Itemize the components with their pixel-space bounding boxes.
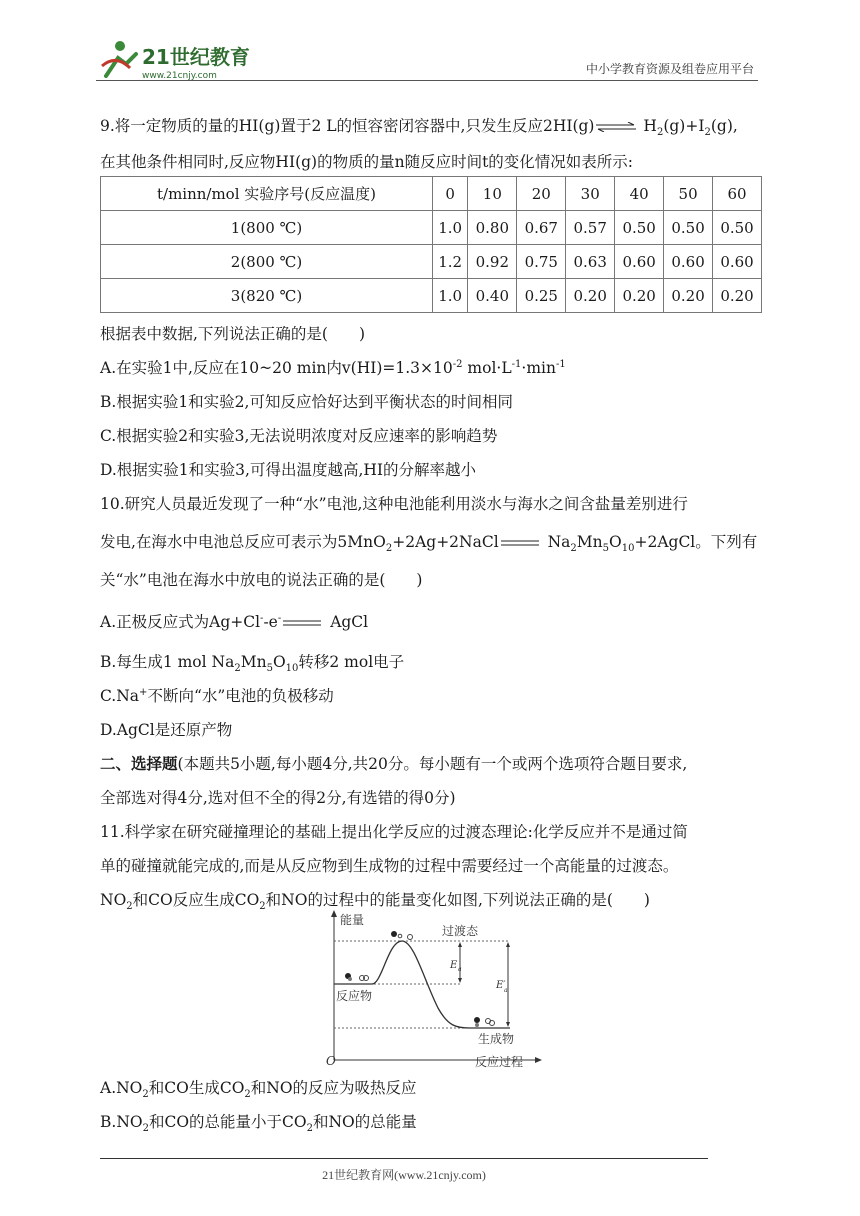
table-cell: 0.50: [664, 211, 713, 245]
table-cell: 0.50: [713, 211, 762, 245]
table-cell: 0.20: [615, 279, 664, 313]
table-cell: 0.80: [468, 211, 517, 245]
q11-option-a: $A.NO_2$和CO生成$CO_2$和NO的反应为吸热反应: [100, 1079, 417, 1101]
footer-divider: [100, 1158, 708, 1159]
header-divider: [96, 80, 758, 81]
table-cell: 0.67: [517, 211, 566, 245]
site-logo: [96, 36, 266, 84]
logo-text: 21世纪教育: [142, 45, 250, 69]
transition-state-label: 过渡态: [442, 924, 479, 938]
section2-title: 二、选择题: [100, 754, 178, 773]
table-cell: 0.20: [566, 279, 615, 313]
table-row: [101, 211, 762, 245]
product-label: 生成物: [478, 1032, 515, 1046]
q11-option-b: $B.NO_2$和CO的总能量小于$CO_2$和NO的总能量: [100, 1113, 417, 1135]
table-cell: 0.60: [713, 245, 762, 279]
molecule-icon: [345, 931, 495, 1027]
table-cell: 1(800 ℃): [101, 211, 433, 245]
q9-option-c: C.根据实验2和实验3,无法说明浓度对反应速率的影响趋势: [100, 427, 498, 445]
table-cell: 0.20: [713, 279, 762, 313]
table-cell: 0.20: [664, 279, 713, 313]
q11-line1: 11.科学家在研究碰撞理论的基础上提出化学反应的过渡态理论:化学反应并不是通过简: [100, 823, 688, 841]
q10-option-b: B.每生成1 mol $Na_2Mn_5O_{10}$转移2 mol电子: [100, 653, 405, 675]
energy-diagram: [310, 908, 550, 1070]
table-cell: 0.75: [517, 245, 566, 279]
q9-option-d: D.根据实验1和实验3,可得出温度越高,HI的分解率越小: [100, 461, 477, 479]
table-cell: 2(800 ℃): [101, 245, 433, 279]
table-cell: 1.0: [433, 211, 468, 245]
table-cell: 0.92: [468, 245, 517, 279]
table-cell: 1.2: [433, 245, 468, 279]
q10-option-c: C.Na+不断向“水”电池的负极移动: [100, 686, 334, 705]
ea-subscript: a: [458, 966, 462, 973]
table-cell: 0.50: [615, 211, 664, 245]
x-axis-label: 反应过程: [475, 1055, 524, 1069]
ea-prime-subscript: a: [504, 987, 508, 994]
q10-line3: 关“水”电池在海水中放电的说法正确的是( ): [100, 571, 423, 589]
table-cell: 0.63: [566, 245, 615, 279]
q10-option-d: D.AgCl是还原产物: [100, 721, 233, 739]
table-cell: 0: [433, 177, 468, 211]
table-header-row: [101, 177, 762, 211]
table-cell: 1.0: [433, 279, 468, 313]
q9-stem: 根据表中数据,下列说法正确的是( ): [100, 325, 366, 343]
q9-option-a: A.在实验1中,反应在10~20 min内$v(HI)=1.3\times 10^{-2}$ $mol\cdot L^{-1}\cdot\min^{-1}$: [100, 358, 566, 377]
table-cell: 0.57: [566, 211, 615, 245]
table-cell: 40: [615, 177, 664, 211]
table-cell: 0.60: [615, 245, 664, 279]
ea-prime-label: E′: [496, 980, 506, 991]
origin-label: O: [326, 1054, 336, 1068]
table-row: [101, 245, 762, 279]
table-cell: t/minn/mol 实验序号(反应温度): [101, 177, 433, 211]
table-cell: 0.60: [664, 245, 713, 279]
section2-desc: 全部选对得4分,选对但不全的得2分,有选错的得0分): [100, 789, 456, 807]
header-platform-text: 中小学教育资源及组卷应用平台: [585, 62, 754, 76]
table-cell: 30: [566, 177, 615, 211]
y-axis-label: 能量: [340, 913, 365, 927]
q11-line2: 单的碰撞就能完成的,而是从反应物到生成物的过程中需要经过一个高能量的过渡态。: [100, 857, 679, 875]
q11-line3: $NO_2$和CO反应生成$CO_2$和NO的过程中的能量变化如图,下列说法正确的是( ): [100, 891, 650, 913]
ea-label: E: [450, 960, 458, 971]
table-cell: 60: [713, 177, 762, 211]
q10-option-a: A.正极反应式为Ag+Cl--e- AgCl: [100, 612, 369, 631]
table-cell: 50: [664, 177, 713, 211]
table-row: [101, 279, 762, 313]
equals-sign-icon: [281, 618, 325, 628]
footer-text: 21世纪教育网(www.21cnjy.com): [322, 1168, 486, 1182]
table-cell: 20: [517, 177, 566, 211]
logo-url: www.21cnjy.com: [142, 71, 217, 81]
section2-heading: 二、选择题(本题共5小题,每小题4分,共20分。每小题有一个或两个选项符合题目要求,: [100, 754, 688, 773]
q9-option-b: B.根据实验1和实验2,可知反应恰好达到平衡状态的时间相同: [100, 393, 513, 411]
table-cell: 10: [468, 177, 517, 211]
q9-line2: 在其他条件相同时,反应物HI(g)的物质的量n随反应时间t的变化情况如表所示:: [100, 153, 634, 171]
table-cell: 0.40: [468, 279, 517, 313]
q10-line2: 发电,在海水中电池总反应可表示为5MnO$_2$+2Ag+2NaCl $Na_2Mn_5O_{10}+2AgCl$。下列有: [100, 533, 758, 555]
reactant-label: 反应物: [336, 989, 373, 1003]
equals-sign-icon: [499, 538, 543, 548]
q9-data-table: [100, 176, 762, 313]
table-cell: 0.25: [517, 279, 566, 313]
equilibrium-arrow-icon: [594, 122, 638, 132]
table-cell: 3(820 ℃): [101, 279, 433, 313]
q9-line1: 9.将一定物质的量的HI(g)置于2 L的恒容密闭容器中,只发生反应2HI(g) $H_2(g)+I_2(g)$,: [100, 117, 738, 139]
q10-line1: 10.研究人员最近发现了一种“水”电池,这种电池能利用淡水与海水之间含盐量差别进行: [100, 495, 688, 513]
